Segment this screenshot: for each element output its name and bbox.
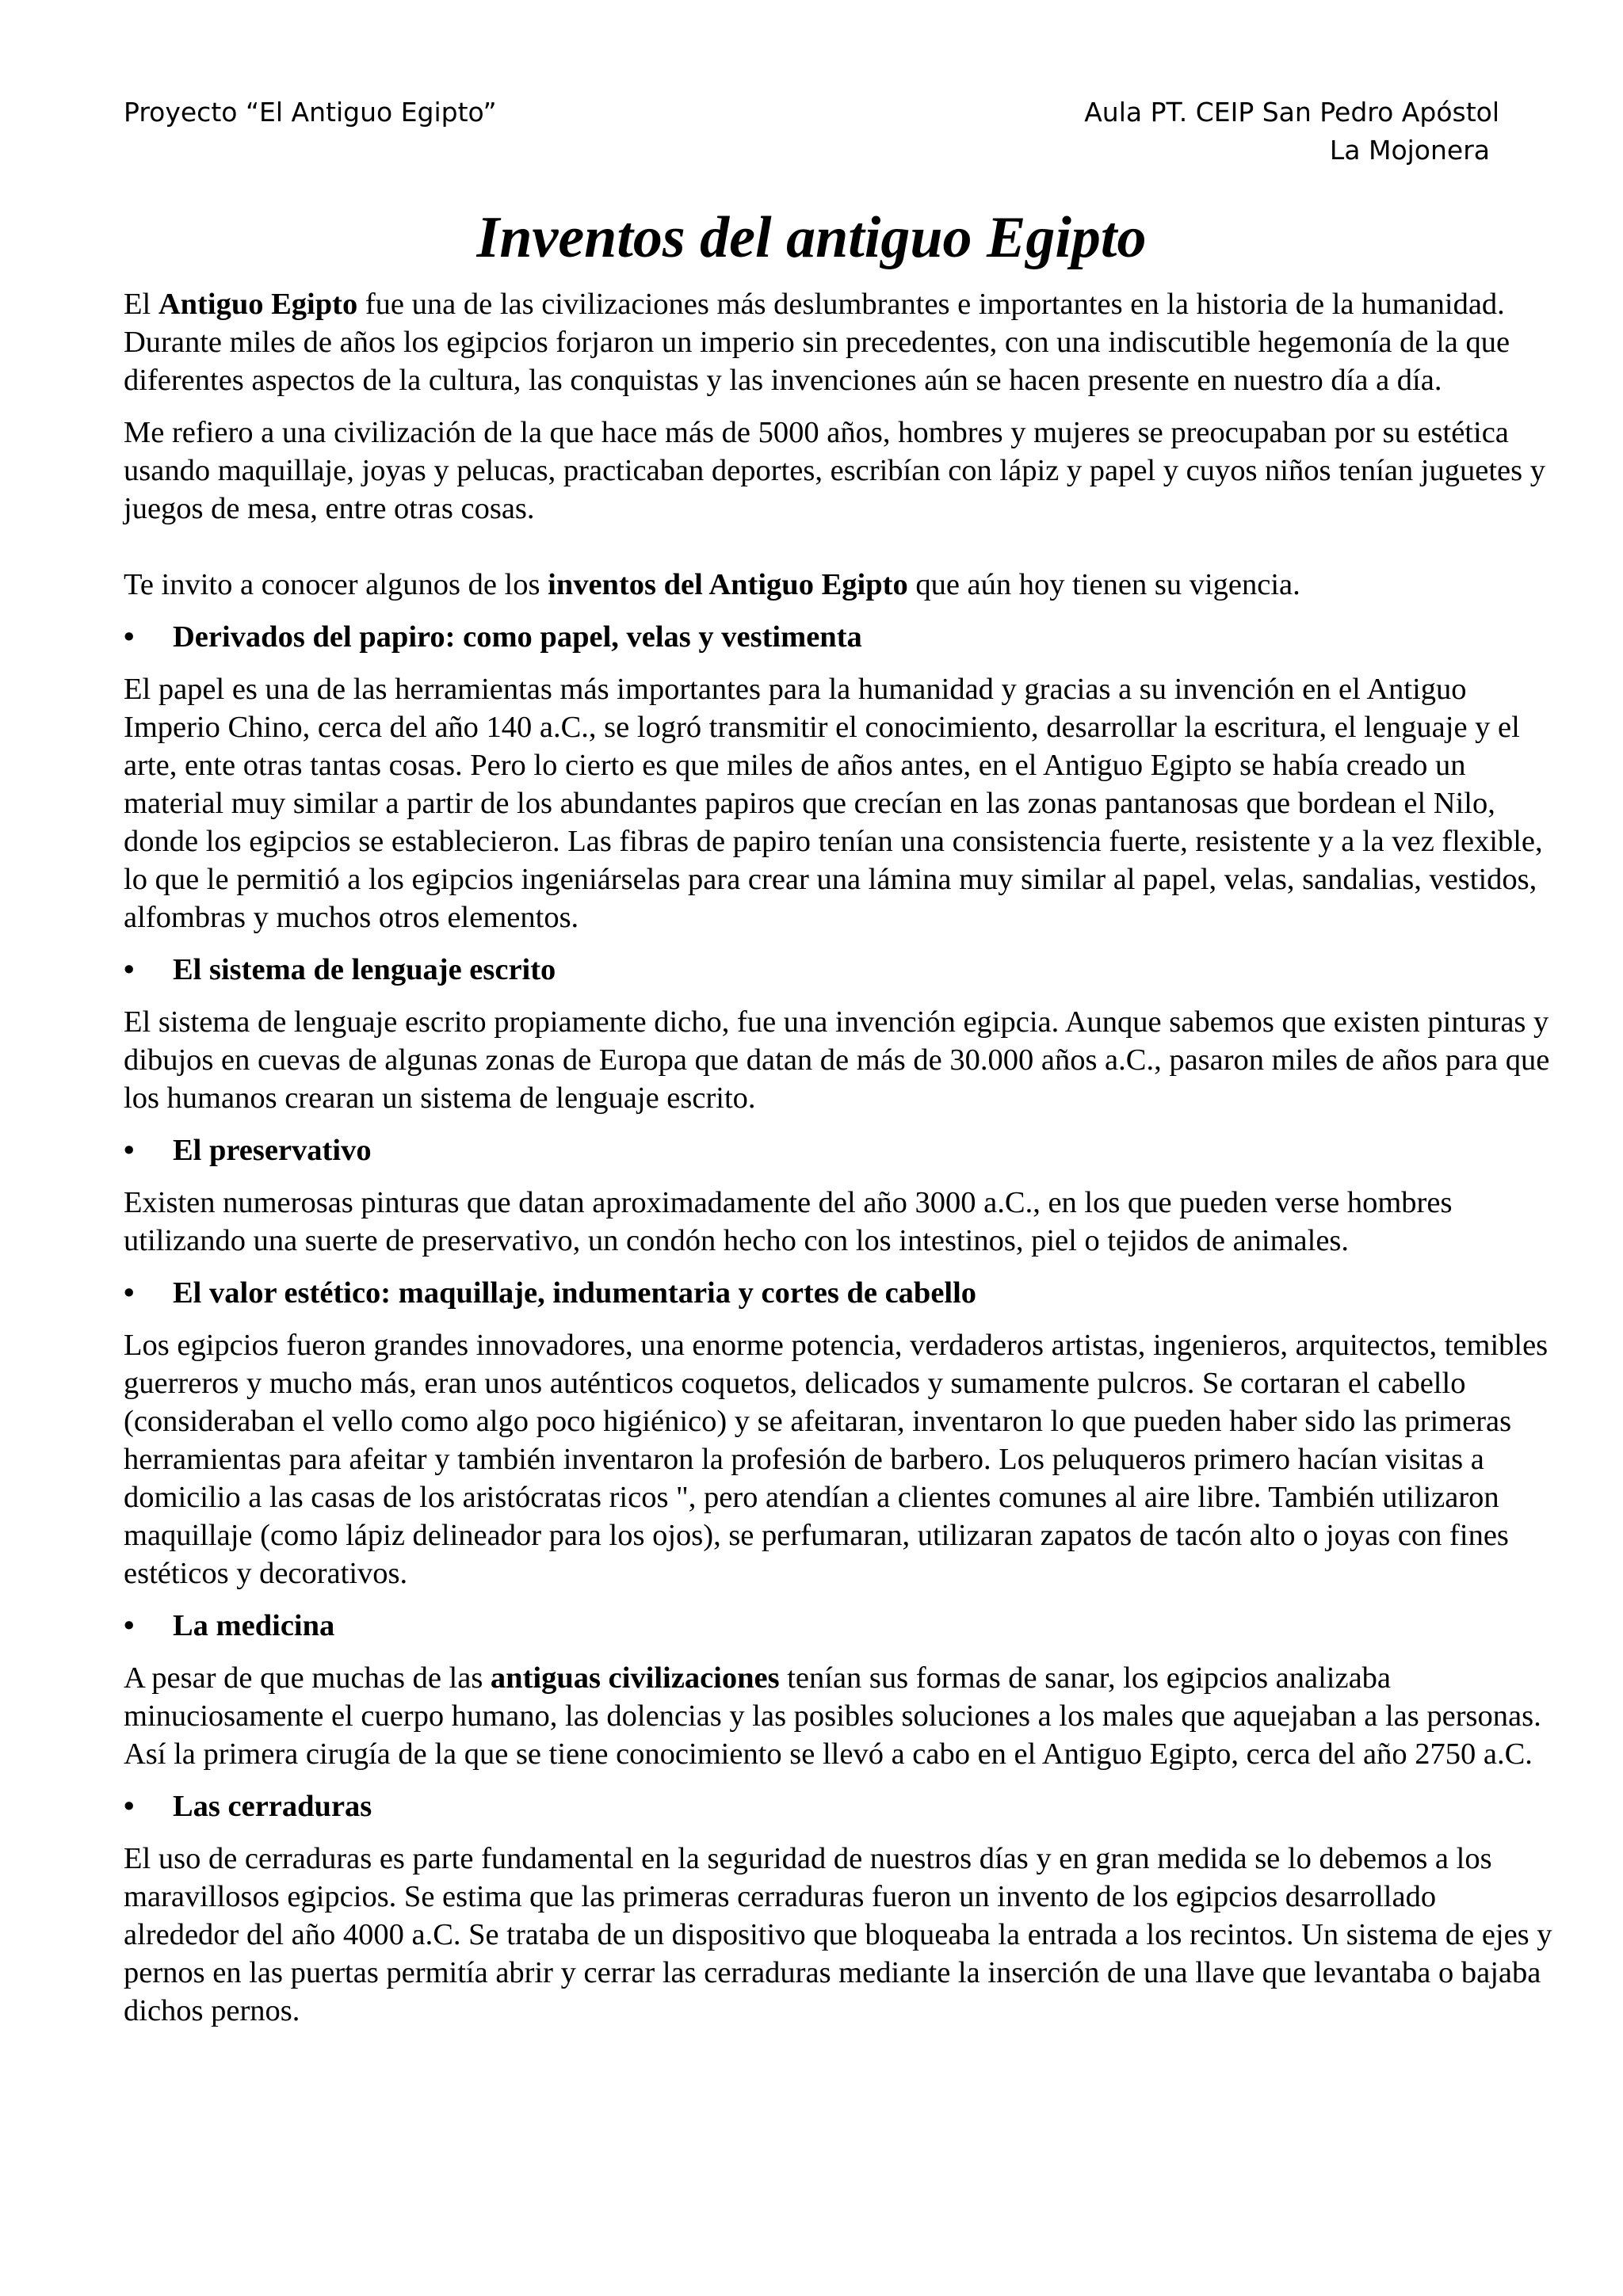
bullet-icon: •: [124, 620, 135, 654]
section-heading-text: Las cerraduras: [173, 1790, 372, 1823]
document-body: [124, 285, 1558, 2044]
section-heading-cerraduras: [124, 1787, 1558, 1825]
section-heading-text: El preservativo: [173, 1134, 372, 1167]
intro-paragraph-2: Me refiero a una civilización de la que hace más de 5000 años, hombres y mujeres se preocupaban por su estética usando maquillaje, joyas y pelucas, practicaban deportes, escribían con lápiz y papel y cuyos niños tenían juguetes y juegos de mesa, entre otras cosas.: [124, 416, 1545, 525]
header-school-line2: La Mojonera: [1329, 135, 1490, 166]
section-heading-text: El sistema de lenguaje escrito: [173, 953, 556, 986]
intro-p3-bold: inventos del Antiguo Egipto: [548, 568, 908, 601]
section-heading-medicina: [124, 1607, 1558, 1645]
bullet-icon: •: [124, 953, 135, 986]
medicina-bold: antiguas civilizaciones: [490, 1661, 780, 1695]
intro-paragraph-3: [124, 566, 1558, 604]
page-title: Inventos del antiguo Egipto: [476, 205, 1147, 270]
medicina-text-a: A pesar de que muchas de las: [124, 1661, 491, 1695]
section-text-papiro: El papel es una de las herramientas más importantes para la humanidad y gracias a su invención en el Antiguo Imperio Chino, cerca del año 140 a.C., se logró transmitir el conocimiento, desarrollar la escritura, el lenguaje y el arte, ente otras tantas cosas. Pero lo cierto es que miles de años antes, en el Antiguo Egipto se había creado un material muy similar a partir de los abundantes papiros que crecían en las zonas pantanosas que bordean el Nilo, donde los egipcios se establecieron. Las fibras de papiro tenían una consistencia fuerte, resistente y a la vez flexible, lo que le permitió a los egipcios ingeniárselas para crear una lámina muy similar al papel, velas, sandalias, vestidos, alfombras y muchos otros elementos.: [124, 673, 1543, 934]
section-text-cerraduras: El uso de cerraduras es parte fundamental en la seguridad de nuestros días y en gran medida se lo debemos a los maravillosos egipcios. Se estima que las primeras cerraduras fueron un invento de los egipcios desarrollado alrededor del año 4000 a.C. Se trataba de un dispositivo que bloqueaba la entrada a los recintos. Un sistema de ejes y pernos en las puertas permitía abrir y cerrar las cerraduras mediante la inserción de una llave que levantaba o bajaba dichos pernos.: [124, 1842, 1552, 2027]
bullet-icon: •: [124, 1276, 135, 1310]
bullet-icon: •: [124, 1134, 135, 1167]
intro-p1-text-a: El: [124, 288, 158, 321]
section-text-estetico: Los egipcios fueron grandes innovadores, una enorme potencia, verdaderos artistas, ingenieros, arquitectos, temibles guerreros y mucho más, eran unos auténticos coquetos, delicados y sumamente pulcros. Se cortaran el cabello (consideraban el vello como algo poco higiénico) y se afeitaran, inventaron lo que pueden haber sido las primeras herramientas para afeitar y también inventaron la profesión de barbero. Los peluqueros primero hacían visitas a domicilio a las casas de los aristócratas ricos ", pero atendían a clientes comunes al aire libre. También utilizaron maquillaje (como lápiz delineador para los ojos), se perfumaran, utilizaran zapatos de tacón alto o joyas con fines estéticos y decorativos.: [124, 1329, 1549, 1590]
section-heading-papiro: [124, 618, 1558, 656]
section-heading-lenguaje: [124, 951, 1558, 989]
section-heading-preservativo: [124, 1131, 1558, 1169]
section-heading-text: El valor estético: maquillaje, indumentaria y cortes de cabello: [173, 1276, 977, 1310]
intro-p1-bold: Antiguo Egipto: [158, 288, 358, 321]
intro-paragraph-1: [124, 285, 1558, 399]
section-heading-text: La medicina: [173, 1609, 335, 1642]
section-heading-estetico: [124, 1274, 1558, 1312]
header-project: Proyecto “El Antiguo Egipto”: [124, 97, 497, 128]
section-heading-text: Derivados del papiro: como papel, velas y vestimenta: [173, 620, 862, 654]
intro-p1-text-b: fue una de las civilizaciones más deslumbrantes e importantes en la historia de la humanidad. Durante miles de años los egipcios forjaron un imperio sin precedentes, con una indiscutible hegemonía de la que diferentes aspectos de la cultura, las conquistas y las invenciones aún se hacen presente en nuestro día a día.: [124, 288, 1510, 397]
header-school: [1084, 93, 1499, 170]
bullet-icon: •: [124, 1790, 135, 1823]
bullet-icon: •: [124, 1609, 135, 1642]
medicina-text-b: tenían sus formas de sanar, los egipcios analizaba minuciosamente el cuerpo humano, las dolencias y las posibles soluciones a los males que aquejaban a las personas. Así la primera cirugía de la que se tiene conocimiento se llevó a cabo en el Antiguo Egipto, cerca del año 2750 a.C.: [124, 1661, 1541, 1771]
intro-p3-text-a: Te invito a conocer algunos de los: [124, 568, 548, 601]
header-school-line1: Aula PT. CEIP San Pedro Apóstol: [1084, 97, 1499, 128]
section-text-preservativo: Existen numerosas pinturas que datan aproximadamente del año 3000 a.C., en los que pueden verse hombres utilizando una suerte de preservativo, un condón hecho con los intestinos, piel o tejidos de animales.: [124, 1186, 1453, 1257]
section-text-lenguaje: El sistema de lenguaje escrito propiamente dicho, fue una invención egipcia. Aunque sabemos que existen pinturas y dibujos en cuevas de algunas zonas de Europa que datan de más de 30.000 años a.C., pasaron miles de años para que los humanos crearan un sistema de lenguaje escrito.: [124, 1005, 1550, 1115]
intro-p3-text-b: que aún hoy tienen su vigencia.: [907, 568, 1300, 601]
section-text-medicina: [124, 1659, 1558, 1773]
